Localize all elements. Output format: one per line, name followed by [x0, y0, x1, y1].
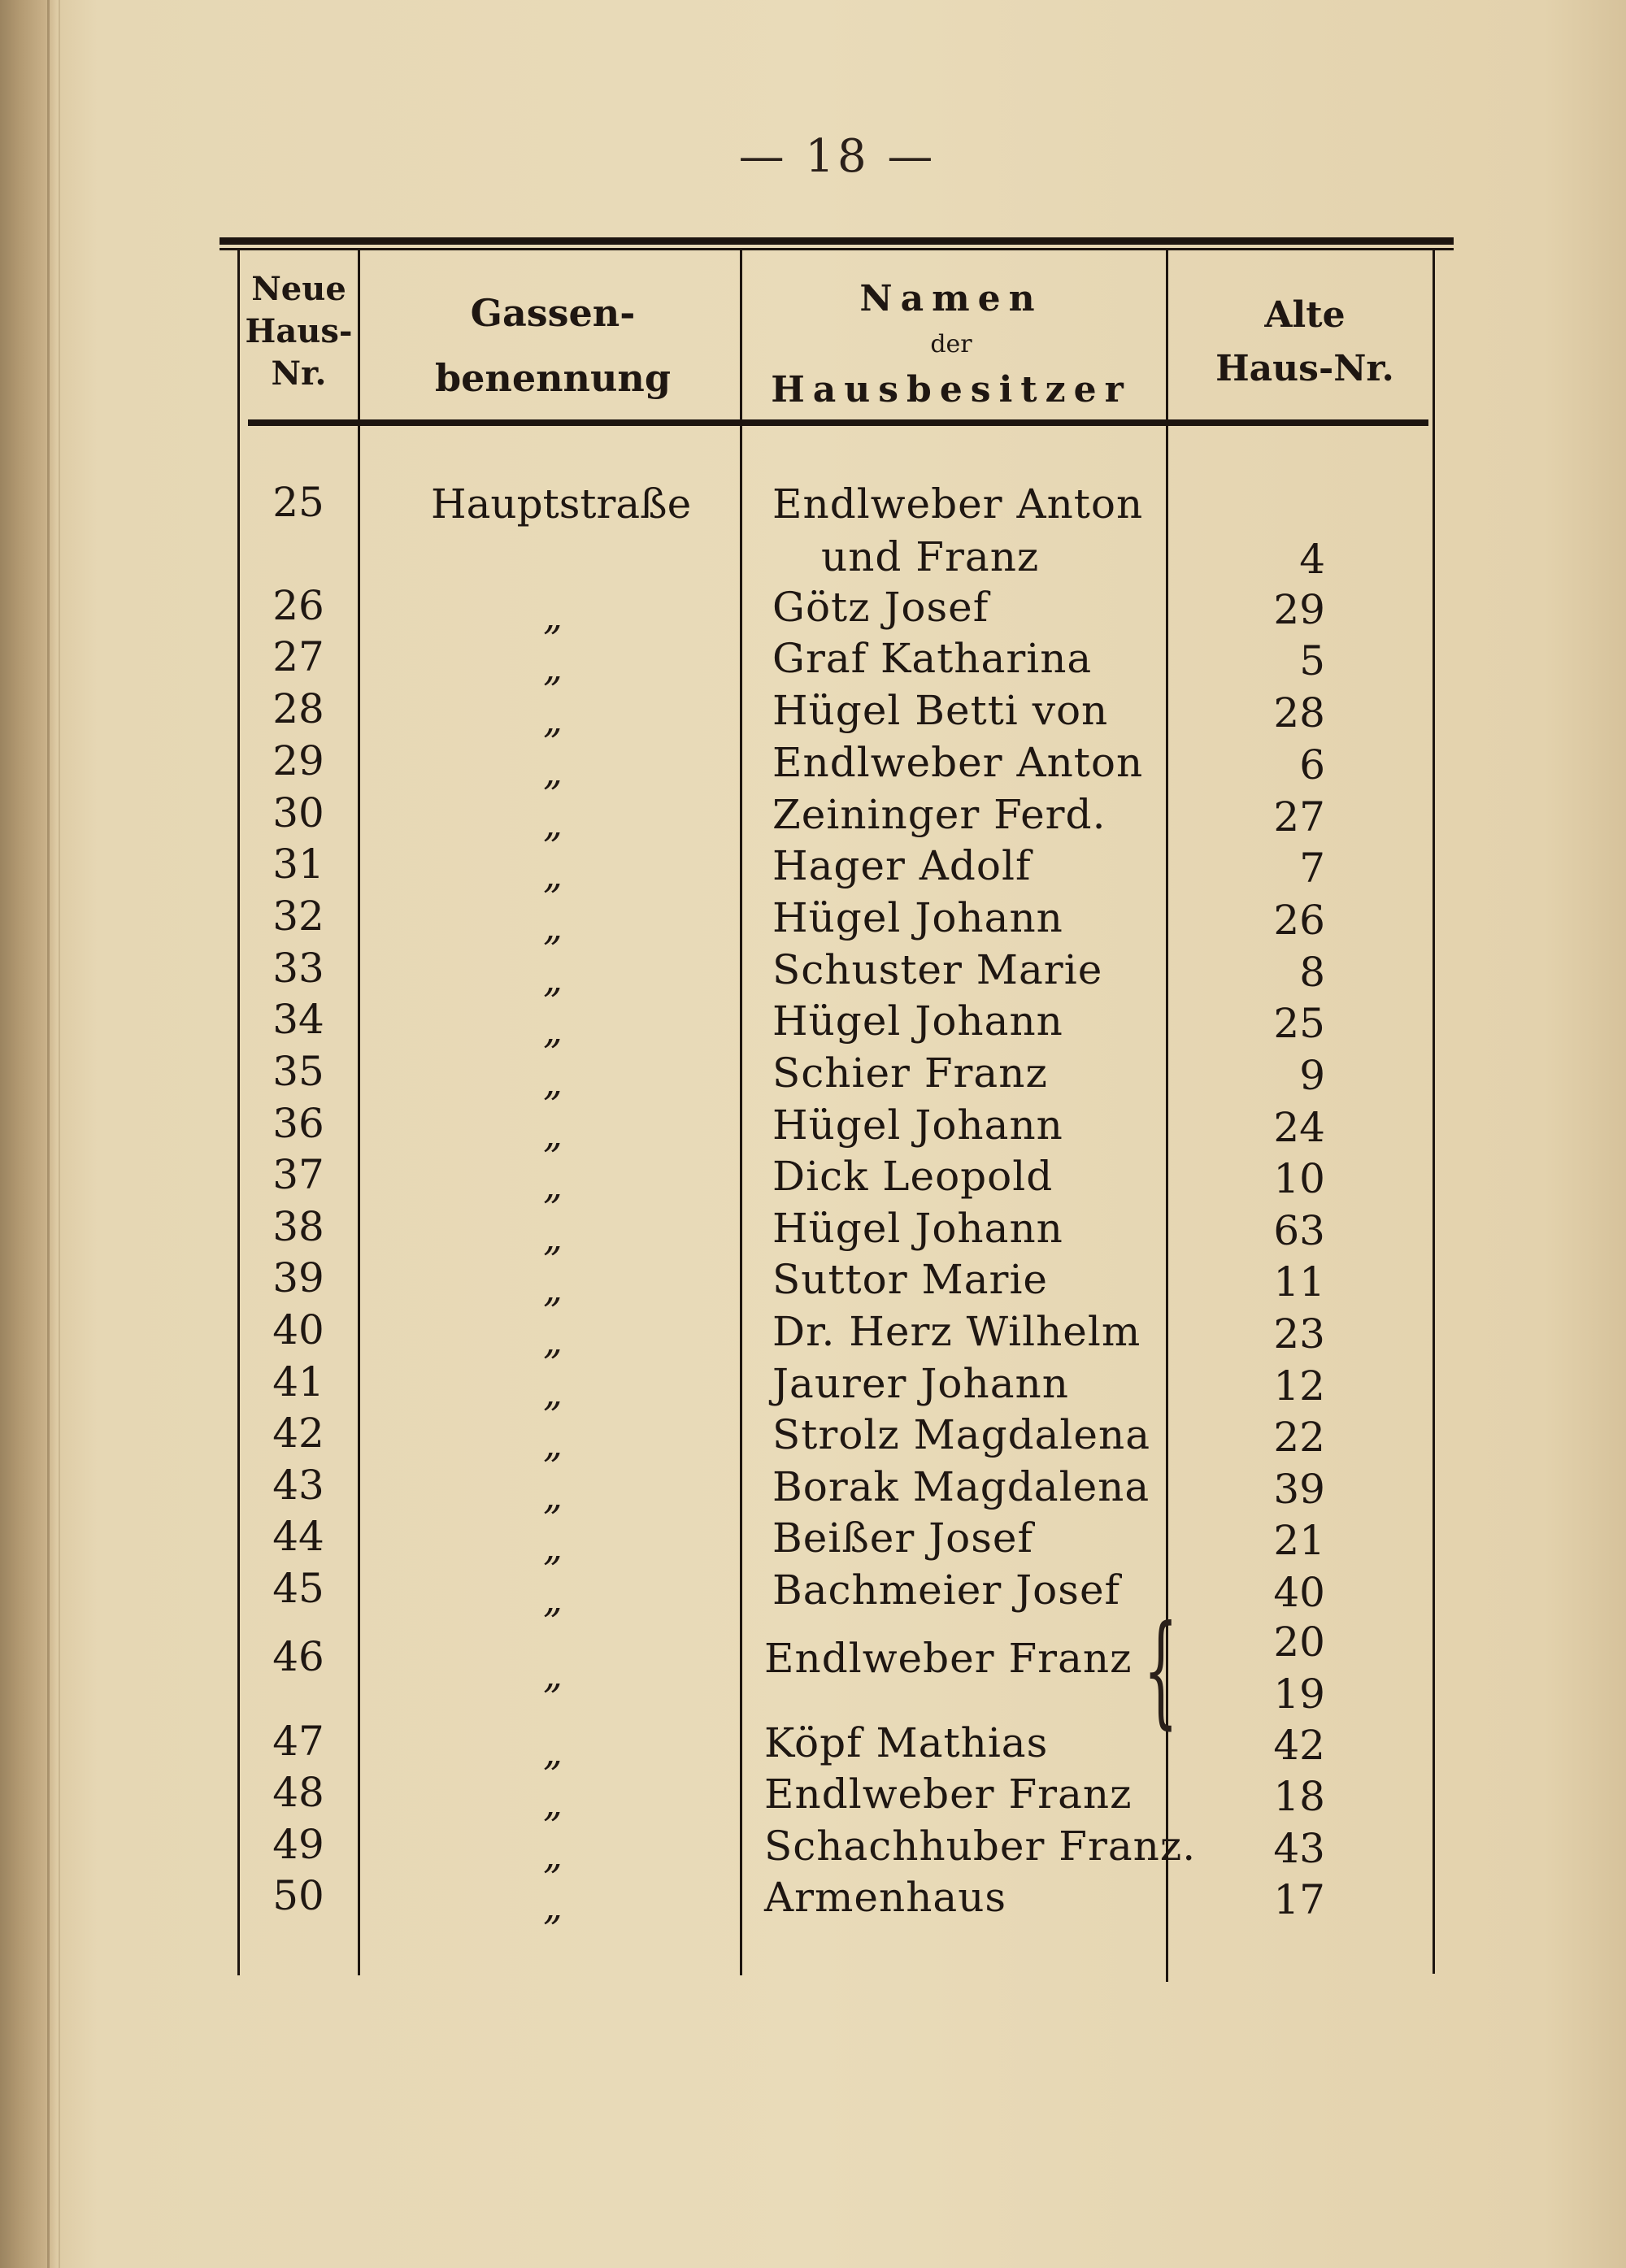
old-house-number: 5 [1299, 637, 1325, 684]
ditto-mark: „ [543, 1525, 563, 1569]
top-rule-thick [220, 237, 1454, 245]
new-house-number: 34 [272, 996, 324, 1043]
owner-name: Götz Josef [772, 584, 989, 631]
old-house-number: 29 [1273, 586, 1325, 633]
old-house-number: 27 [1273, 793, 1325, 841]
new-house-number: 48 [272, 1769, 324, 1816]
new-house-number: 44 [272, 1513, 324, 1560]
new-house-number: 30 [272, 789, 324, 836]
new-house-number: 50 [272, 1872, 324, 1919]
owner-name: Suttor Marie [772, 1256, 1049, 1303]
ditto-mark: „ [543, 1163, 563, 1207]
header-owner-line1: Namen [859, 278, 1043, 319]
ditto-mark: „ [543, 905, 563, 949]
spine-edge-line-2 [59, 0, 60, 2268]
old-house-number: 28 [1273, 689, 1325, 736]
top-rule-thin [220, 248, 1454, 250]
new-house-number: 38 [272, 1203, 324, 1250]
old-house-number: 43 [1273, 1825, 1325, 1872]
header-old-house-number [1203, 289, 1406, 396]
owner-name: Schuster Marie [772, 946, 1103, 993]
ditto-mark: „ [543, 697, 563, 741]
new-house-number: 31 [272, 841, 324, 888]
new-house-number: 25 [272, 479, 324, 526]
new-house-number: 46 [272, 1633, 324, 1680]
owner-name: Beißer Josef [772, 1514, 1034, 1562]
old-house-number: 11 [1273, 1258, 1325, 1306]
owner-name: Endlweber Franz [764, 1635, 1133, 1682]
owner-name: Armenhaus [764, 1874, 1007, 1921]
old-house-number: 40 [1273, 1569, 1325, 1616]
old-house-number: 18 [1273, 1773, 1325, 1820]
column-line-right [1433, 250, 1435, 1974]
old-house-number: 39 [1273, 1466, 1325, 1513]
ditto-mark: „ [543, 1730, 563, 1774]
old-house-number: 42 [1273, 1722, 1325, 1769]
owner-name: Hügel Johann [772, 997, 1063, 1045]
spine-edge-line [47, 0, 50, 2268]
new-house-number: 49 [272, 1821, 324, 1868]
ditto-mark: „ [543, 645, 563, 689]
street-name: Hauptstraße [431, 480, 692, 528]
old-house-number: 24 [1273, 1104, 1325, 1151]
old-house-number: 25 [1273, 1000, 1325, 1047]
owner-name: Dick Leopold [772, 1153, 1054, 1200]
ditto-mark: „ [543, 1781, 563, 1825]
ditto-mark: „ [543, 1371, 563, 1414]
header-street-name-text: Gassen-benennung [434, 291, 672, 400]
owner-name: Schachhuber Franz. [764, 1823, 1197, 1870]
ditto-mark: „ [543, 957, 563, 1001]
owner-name: Bachmeier Josef [772, 1566, 1121, 1614]
ditto-mark: „ [543, 1422, 563, 1466]
old-house-number: 7 [1299, 845, 1325, 892]
new-house-number: 26 [272, 582, 324, 629]
ditto-mark: „ [543, 1474, 563, 1518]
ditto-mark: „ [543, 1577, 563, 1621]
ditto-mark: „ [543, 1215, 563, 1259]
owner-name: Hügel Johann [772, 1101, 1063, 1149]
header-owner-line3: Hausbesitzer [771, 369, 1132, 411]
ditto-mark: „ [543, 802, 563, 845]
brace-symbol: { [1143, 1600, 1179, 1741]
old-house-number: 20 [1273, 1618, 1325, 1666]
new-house-number: 40 [272, 1306, 324, 1353]
old-house-number: 8 [1299, 949, 1325, 996]
new-house-number: 41 [272, 1358, 324, 1406]
old-house-number: 63 [1273, 1207, 1325, 1254]
column-line-2 [740, 250, 742, 1975]
old-house-number: 22 [1273, 1414, 1325, 1461]
header-owner-names [748, 276, 1154, 413]
ditto-mark: „ [543, 853, 563, 897]
owner-name: Strolz Magdalena [772, 1411, 1150, 1458]
owner-name: Dr. Herz Wilhelm [772, 1308, 1141, 1355]
owner-name: Endlweber Anton [772, 739, 1144, 786]
owner-name: Endlweber Anton [772, 480, 1144, 528]
ditto-mark: „ [543, 1653, 563, 1697]
ditto-mark: „ [543, 1008, 563, 1052]
page-number: — 18 — [738, 130, 937, 183]
owner-name: und Franz [821, 533, 1040, 580]
old-house-number: 26 [1273, 897, 1325, 944]
ditto-mark: „ [543, 594, 563, 638]
owner-name: Borak Magdalena [772, 1463, 1150, 1510]
header-street-name [390, 280, 715, 411]
new-house-number: 35 [272, 1048, 324, 1095]
new-house-number: 29 [272, 737, 324, 784]
old-house-number: 21 [1273, 1517, 1325, 1564]
ditto-mark: „ [543, 1884, 563, 1928]
ditto-mark: „ [543, 1060, 563, 1104]
new-house-number: 27 [272, 633, 324, 680]
owner-name: Zeininger Ferd. [772, 791, 1106, 838]
header-rule [248, 419, 1428, 426]
owner-name: Graf Katharina [772, 635, 1093, 682]
ditto-mark: „ [543, 749, 563, 793]
owner-name: Hügel Johann [772, 894, 1063, 941]
ditto-mark: „ [543, 1833, 563, 1877]
new-house-number: 33 [272, 945, 324, 992]
old-house-number: 12 [1273, 1362, 1325, 1410]
old-house-number: 4 [1299, 536, 1325, 583]
header-new-house-number-text: Neue Haus-Nr. [245, 270, 353, 393]
owner-name: Köpf Mathias [764, 1719, 1049, 1766]
old-house-number: 6 [1299, 741, 1325, 789]
header-old-house-number-text: Alte Haus-Nr. [1215, 294, 1394, 389]
old-house-number: 23 [1273, 1310, 1325, 1358]
new-house-number: 28 [272, 685, 324, 732]
header-new-house-number [244, 268, 354, 395]
owner-name: Jaurer Johann [772, 1360, 1069, 1407]
new-house-number: 42 [272, 1410, 324, 1457]
new-house-number: 32 [272, 893, 324, 940]
ditto-mark: „ [543, 1267, 563, 1310]
new-house-number: 43 [272, 1462, 324, 1509]
new-house-number: 36 [272, 1100, 324, 1147]
header-owner-line2: der [930, 330, 972, 358]
old-house-number: 10 [1273, 1155, 1325, 1202]
owner-name: Endlweber Franz [764, 1771, 1133, 1818]
ditto-mark: „ [543, 1319, 563, 1362]
owner-name: Hügel Betti von [772, 687, 1109, 734]
new-house-number: 45 [272, 1565, 324, 1612]
owner-name: Hügel Johann [772, 1205, 1063, 1252]
new-house-number: 39 [272, 1254, 324, 1301]
old-house-number: 9 [1299, 1052, 1325, 1099]
new-house-number: 37 [272, 1151, 324, 1198]
old-house-number: 17 [1273, 1876, 1325, 1923]
owner-name: Hager Adolf [772, 842, 1032, 889]
ditto-mark: „ [543, 1112, 563, 1156]
owner-name: Schier Franz [772, 1049, 1048, 1097]
new-house-number: 47 [272, 1718, 324, 1765]
old-house-number: 19 [1273, 1671, 1325, 1718]
